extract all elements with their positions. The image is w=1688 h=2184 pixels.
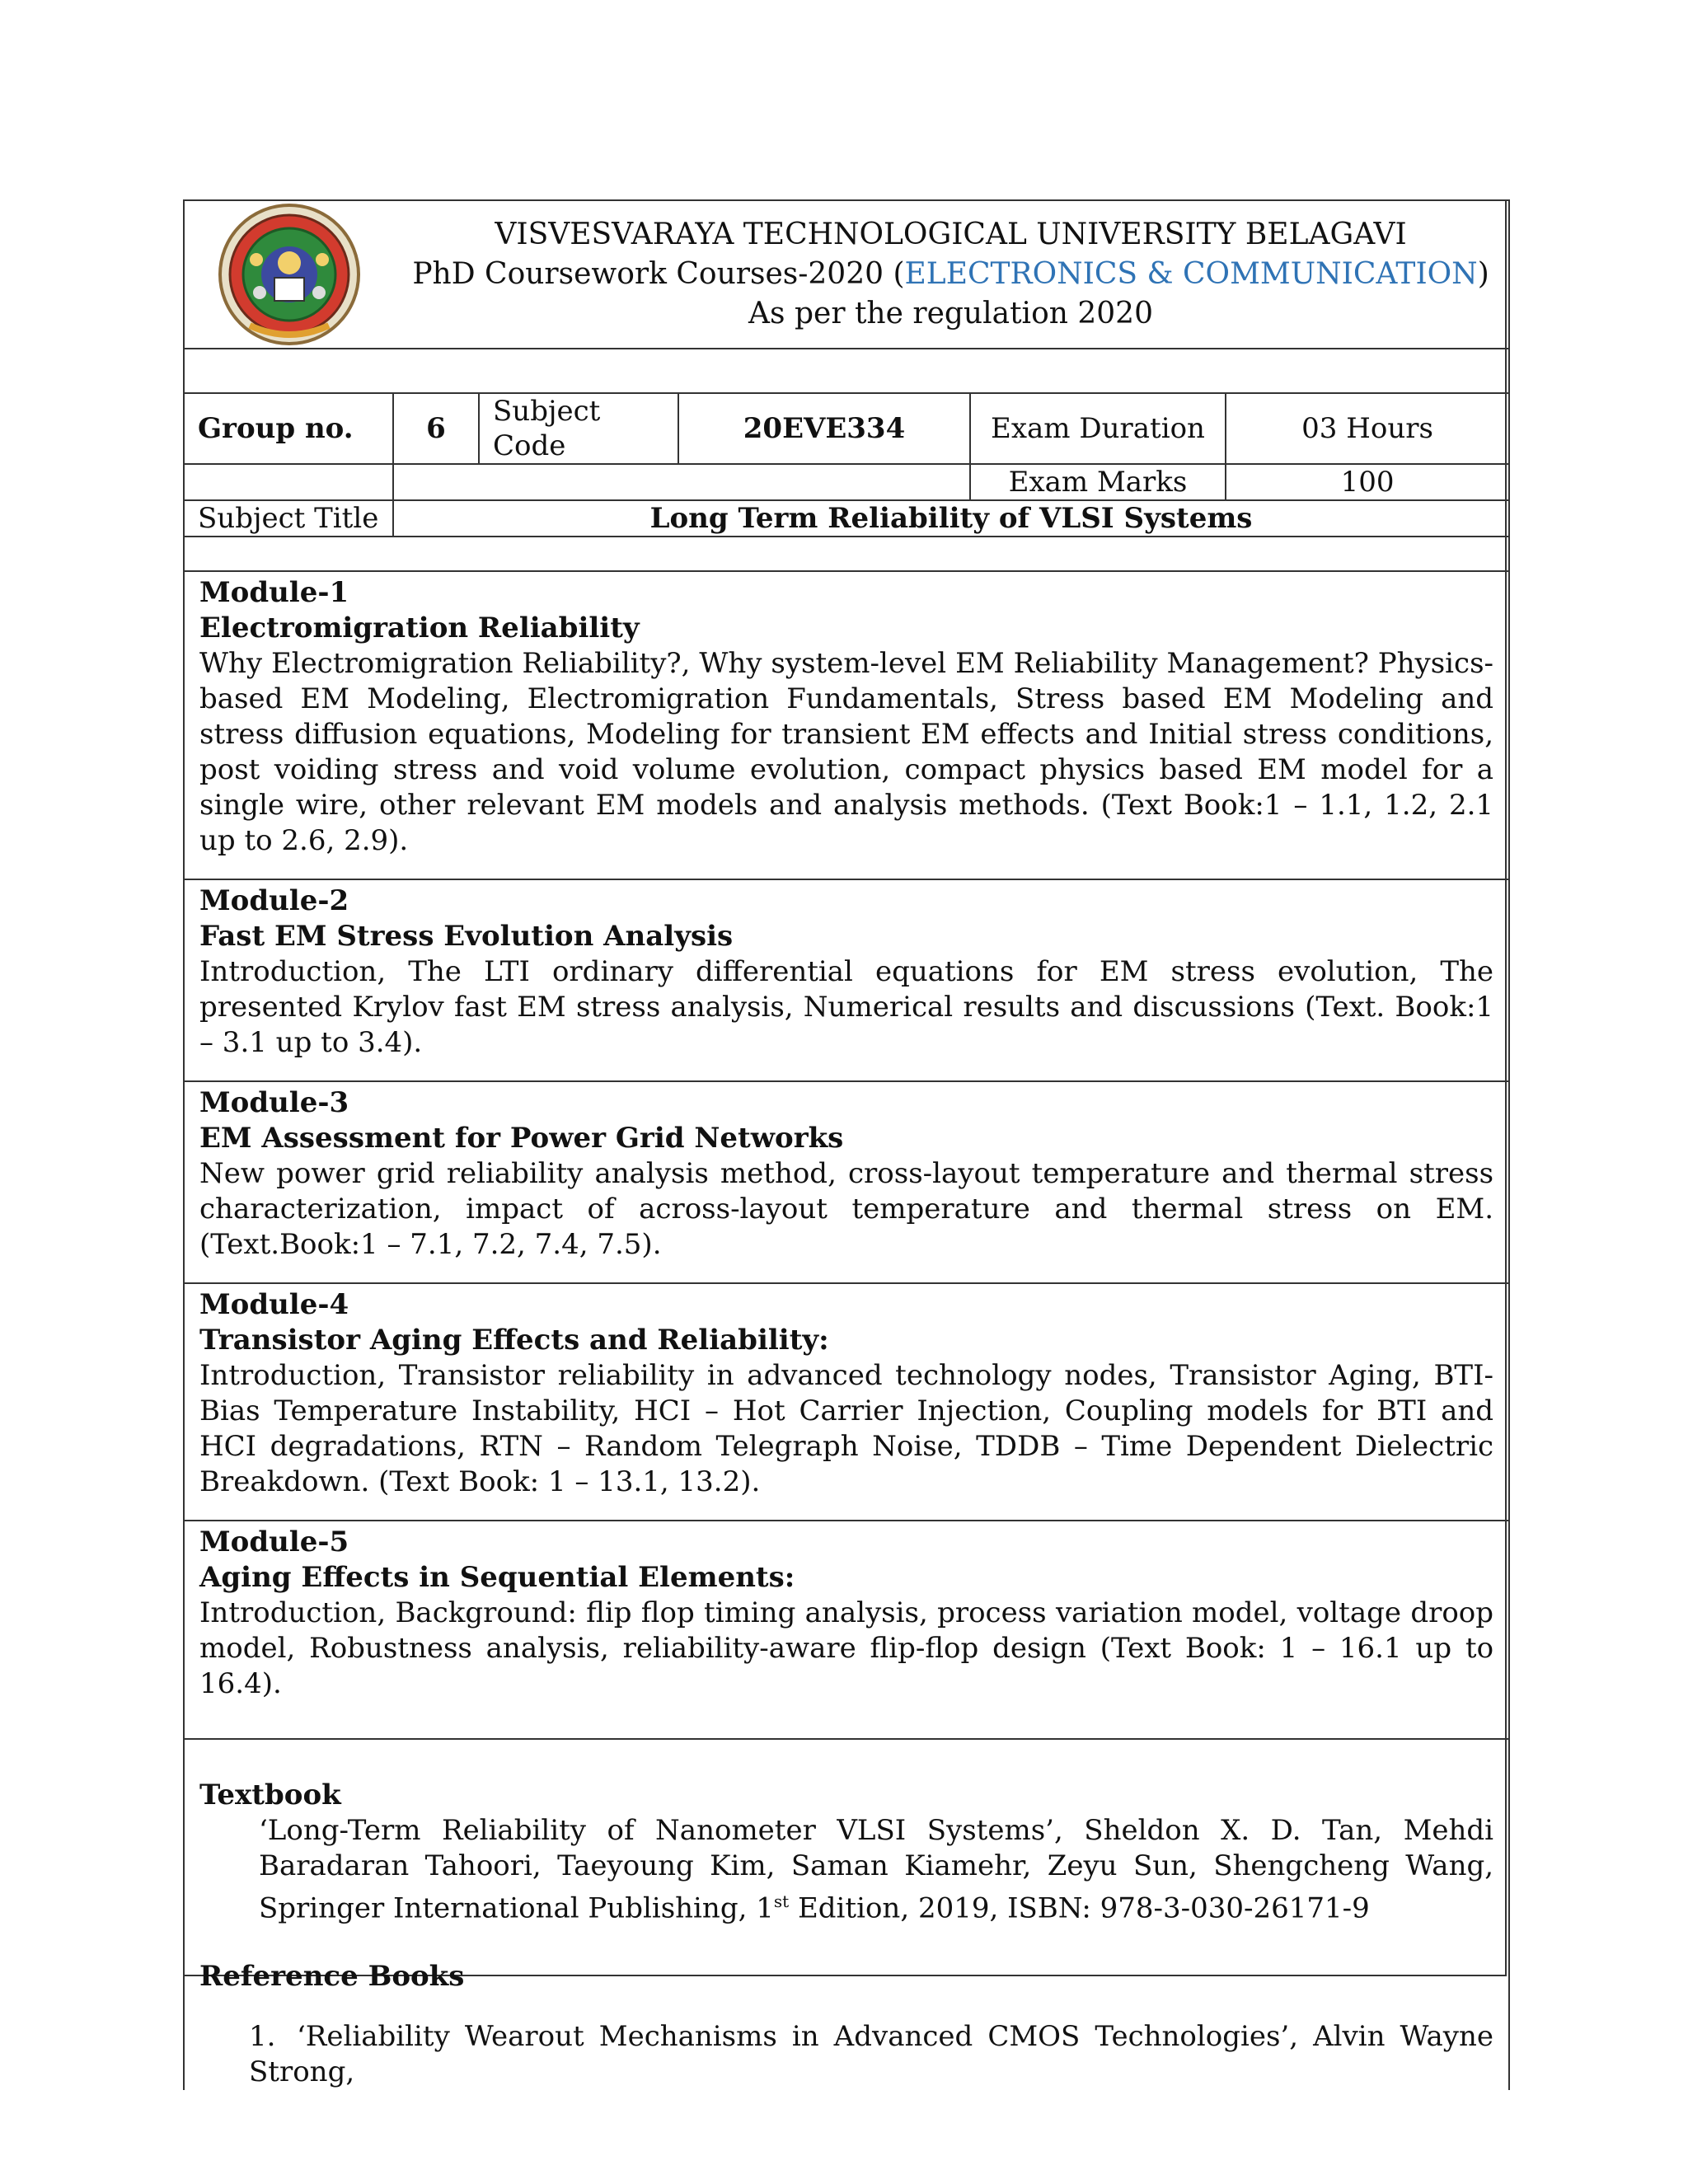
module-label: Module-1 [199, 576, 349, 609]
module-title: Transistor Aging Effects and Reliability: [199, 1324, 829, 1357]
module-row [184, 1283, 1509, 1521]
reference-item: 1. ‘Reliability Wearout Mechanisms in Advanced CMOS Technologies’, Alvin Wayne Strong, [249, 2020, 1494, 2089]
syllabus-table [183, 199, 1510, 2090]
department-name: ELECTRONICS & COMMUNICATION [904, 257, 1478, 291]
course-line: PhD Coursework Courses-2020 (ELECTRONICS & COMMUNICATION) [412, 257, 1489, 291]
group-value: 6 [393, 393, 479, 464]
module-1 [184, 571, 1509, 879]
books-section [184, 1739, 1509, 2090]
module-3 [184, 1081, 1509, 1283]
module-title: EM Assessment for Power Grid Networks [199, 1122, 844, 1155]
module-row [184, 571, 1509, 879]
module-label: Module-2 [199, 884, 349, 917]
module-title: Electromigration Reliability [199, 612, 640, 644]
books-row [184, 1739, 1509, 2090]
header-title-cell [393, 200, 1509, 349]
module-row [184, 879, 1509, 1081]
exam-duration-label: Exam Duration [970, 393, 1226, 464]
university-seal-logo [217, 202, 362, 347]
module-body: New power grid reliability analysis method, cross-layout temperature and thermal stress characterization, impact of across-layout temperature and thermal stress on EM. (Text.Book:1 – 7.1, 7.2, 7.4, 7.5). [199, 1157, 1494, 1261]
exam-marks-value: 100 [1226, 464, 1509, 500]
textbook-heading: Textbook [199, 1779, 341, 1811]
subject-code-value: 20EVE334 [678, 393, 970, 464]
info-row-3 [184, 500, 1509, 537]
subject-title-label: Subject Title [184, 500, 393, 537]
exam-duration-value: 03 Hours [1226, 393, 1509, 464]
module-body: Introduction, Background: flip flop timing analysis, process variation model, voltage droop model, Robustness analysis, reliability-aware flip-flop design (Text Book: 1 – 16.1 up to 16.4). [199, 1596, 1494, 1700]
university-name: VISVESVARAYA TECHNOLOGICAL UNIVERSITY BELAGAVI [495, 218, 1407, 251]
reference-heading: Reference Books [199, 1960, 465, 1994]
group-label: Group no. [184, 393, 393, 464]
module-row [184, 1081, 1509, 1283]
syllabus-document [183, 199, 1507, 2089]
info-row-2 [184, 464, 1509, 500]
logo-cell [184, 200, 393, 349]
module-5 [184, 1521, 1509, 1739]
blank-row [184, 349, 1509, 393]
header-row [184, 200, 1509, 349]
module-label: Module-4 [199, 1288, 349, 1321]
module-title: Fast EM Stress Evolution Analysis [199, 920, 734, 953]
module-2 [184, 879, 1509, 1081]
blank-row [184, 537, 1509, 571]
module-body: Introduction, The LTI ordinary differential equations for EM stress evolution, The presented Krylov fast EM stress analysis, Numerical results and discussions (Text. Book:1 – 3.1 up to 3.4). [199, 955, 1494, 1059]
module-label: Module-3 [199, 1086, 349, 1119]
subject-title-value: Long Term Reliability of VLSI Systems [393, 500, 1509, 537]
regulation-line: As per the regulation 2020 [748, 297, 1153, 330]
info-row-1 [184, 393, 1509, 464]
module-title: Aging Effects in Sequential Elements: [199, 1561, 795, 1594]
textbook-entry: ‘Long-Term Reliability of Nanometer VLSI Systems’, Sheldon X. D. Tan, Mehdi Baradaran Tahoori, Taeyoung Kim, Saman Kiamehr, Zeyu Sun, Shengcheng Wang, Springer International Publishing, 1st Edition, 2019, ISBN: 978-3-030-26171-9 [259, 1814, 1494, 1925]
exam-marks-label: Exam Marks [970, 464, 1226, 500]
module-body: Introduction, Transistor reliability in advanced technology nodes, Transistor Aging, BTI- Bias Temperature Instability, HCI – Hot Carrier Injection, Coupling models for BTI and HCI degradations, RTN – Random Telegraph Noise, TDDB – Time Dependent Dielectric Breakdown. (Text Book: 1 – 13.1, 13.2). [199, 1359, 1494, 1498]
subject-code-label: Subject Code [479, 393, 678, 464]
module-body: Why Electromigration Reliability?, Why system-level EM Reliability Management? Physics- based EM Modeling, Electromigration Fundamentals, Stress based EM Modeling and stress diffusion equations, Modeling for transient EM effects and Initial stress conditions, post voiding stress and void volume evolution, compact physics based EM model for a single wire, other relevant EM models and analysis methods. (Text Book:1 – 1.1, 1.2, 2.1 up to 2.6, 2.9). [199, 647, 1494, 857]
module-row [184, 1521, 1509, 1739]
module-label: Module-5 [199, 1526, 349, 1558]
module-4 [184, 1283, 1509, 1521]
